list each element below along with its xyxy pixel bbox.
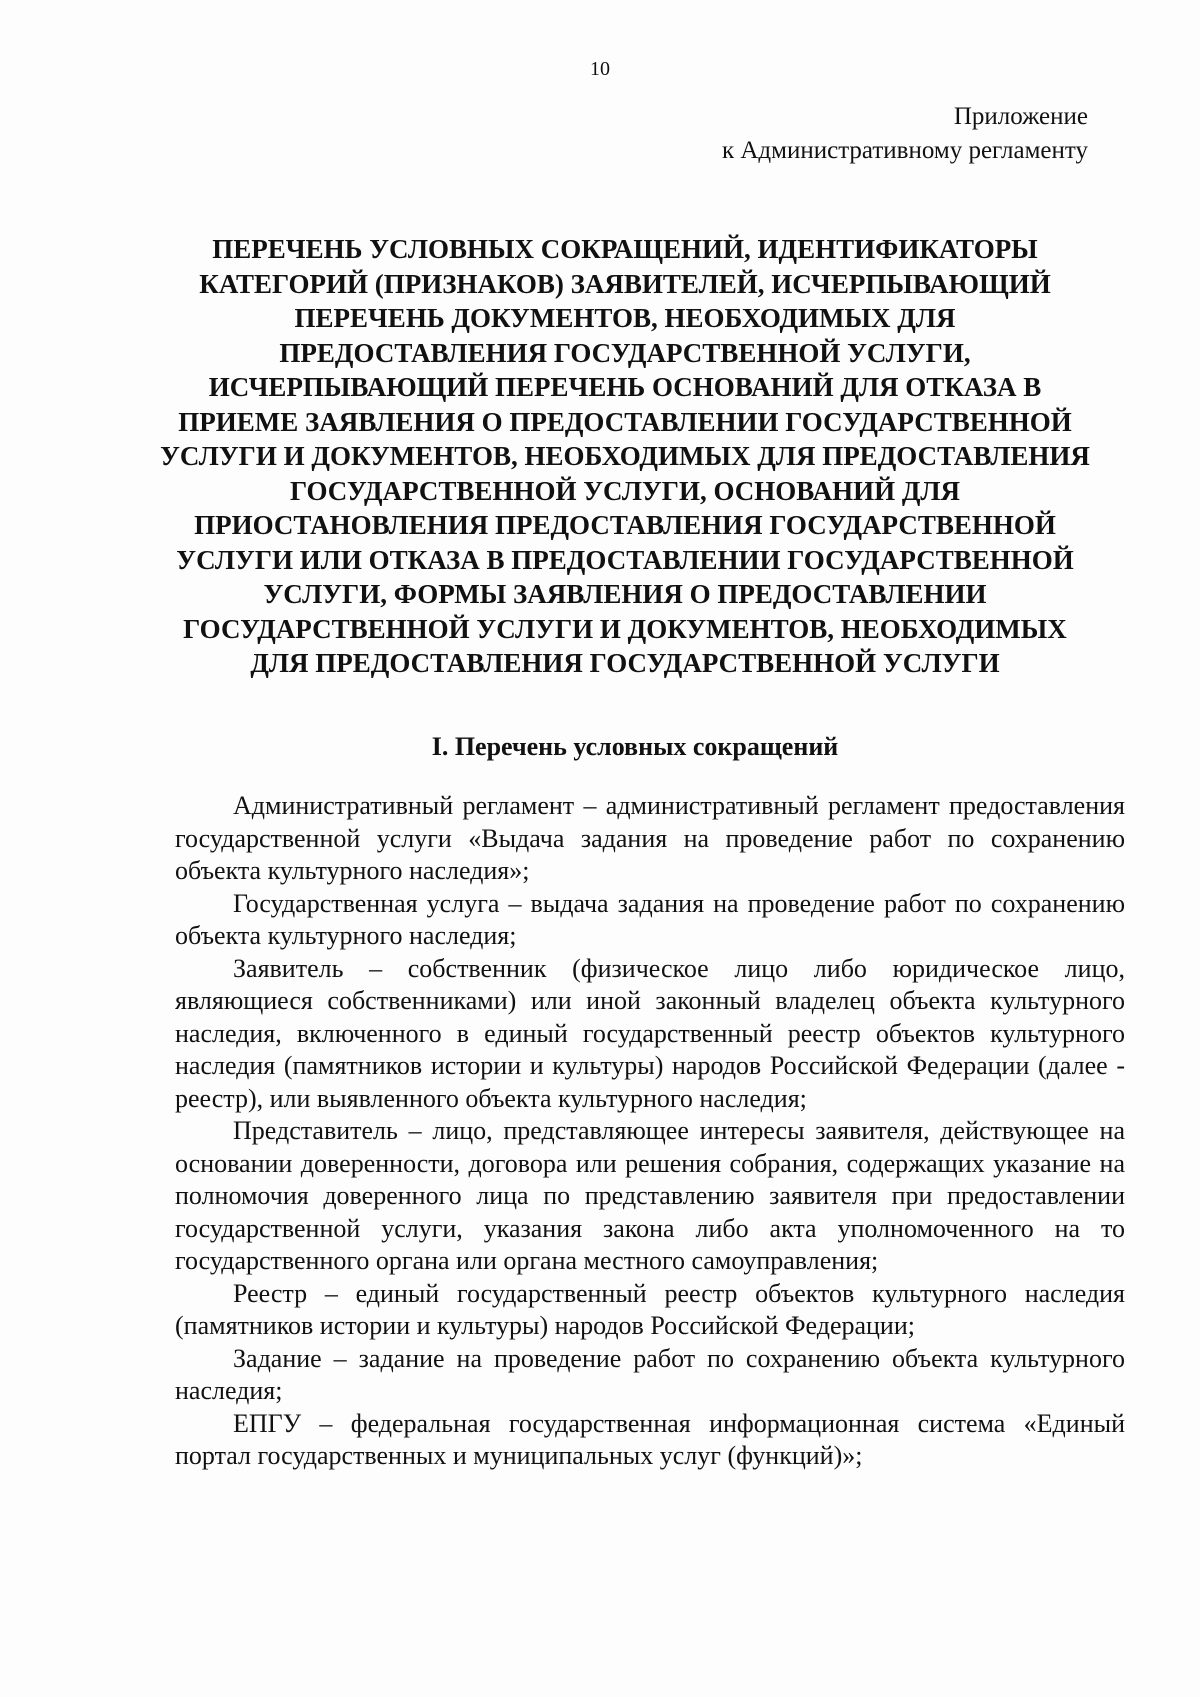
page-number: 10 <box>590 58 610 80</box>
definition-paragraph: Заявитель – собственник (физическое лицо либо юридическое лицо, являющиеся собственниками) или иной законный владелец объекта культурного наследия, включенного в единый государственный реестр объектов культурного наследия (памятников истории и культуры) народов Российской Федерации (далее - реестр), или выявленного объекта культурного наследия; <box>175 953 1125 1113</box>
definitions-list <box>175 790 1125 1473</box>
definition-paragraph: Задание – задание на проведение работ по сохранению объекта культурного наследия; <box>175 1343 1125 1405</box>
definition-paragraph: ЕПГУ – федеральная государственная информационная система «Единый портал государственных и муниципальных услуг (функций)»; <box>175 1408 1125 1470</box>
appendix-line-1: Приложение <box>953 103 1088 130</box>
definition-paragraph: Представитель – лицо, представляющее интересы заявителя, действующее на основании доверенности, договора или решения собрания, содержащих указание на полномочия доверенного лица по представлению заявителя при предоставлении государственной услуги, указания закона либо акта уполномоченного на то государственного органа или органа местного самоуправления; <box>175 1116 1125 1275</box>
definition-paragraph: Государственная услуга – выдача задания на проведение работ по сохранению объекта культурного наследия; <box>175 888 1125 950</box>
appendix-line-2: к Административному регламенту <box>721 137 1088 164</box>
document-title: ПЕРЕЧЕНЬ УСЛОВНЫХ СОКРАЩЕНИЙ, ИДЕНТИФИКАТОРЫ КАТЕГОРИЙ (ПРИЗНАКОВ) ЗАЯВИТЕЛЕЙ, ИСЧЕРПЫВАЮЩИЙ ПЕРЕЧЕНЬ ДОКУМЕНТОВ, НЕОБХОДИМЫХ ДЛЯ ПРЕДОСТАВЛЕНИЯ ГОСУДАРСТВЕННОЙ УСЛУГИ, ИСЧЕРПЫВАЮЩИЙ ПЕРЕЧЕНЬ ОСНОВАНИЙ ДЛЯ ОТКАЗА В ПРИЕМЕ ЗАЯВЛЕНИЯ О ПРЕДОСТАВЛЕНИИ ГОСУДАРСТВЕННОЙ УСЛУГИ И ДОКУМЕНТОВ, НЕОБХОДИМЫХ ДЛЯ ПРЕДОСТАВЛЕНИЯ ГОСУДАРСТВЕННОЙ УСЛУГИ, ОСНОВАНИЙ ДЛЯ ПРИОСТАНОВЛЕНИЯ ПРЕДОСТАВЛЕНИЯ ГОСУДАРСТВЕННОЙ УСЛУГИ ИЛИ ОТКАЗА В ПРЕДОСТАВЛЕНИИ ГОСУДАРСТВЕННОЙ УСЛУГИ, ФОРМЫ ЗАЯВЛЕНИЯ О ПРЕДОСТАВЛЕНИИ ГОСУДАРСТВЕННОЙ УСЛУГИ И ДОКУМЕНТОВ, НЕОБХОДИМЫХ ДЛЯ ПРЕДОСТАВЛЕНИЯ ГОСУДАРСТВЕННОЙ УСЛУГИ <box>160 234 1090 678</box>
section-heading: I. Перечень условных сокращений <box>431 732 839 761</box>
definition-paragraph: Реестр – единый государственный реестр объектов культурного наследия (памятников истории и культуры) народов Российской Федерации; <box>175 1278 1125 1340</box>
definition-paragraph: Административный регламент – административный регламент предоставления государственной услуги «Выдача задания на проведение работ по сохранению объекта культурного наследия»; <box>175 791 1125 885</box>
appendix-note <box>722 100 1088 168</box>
